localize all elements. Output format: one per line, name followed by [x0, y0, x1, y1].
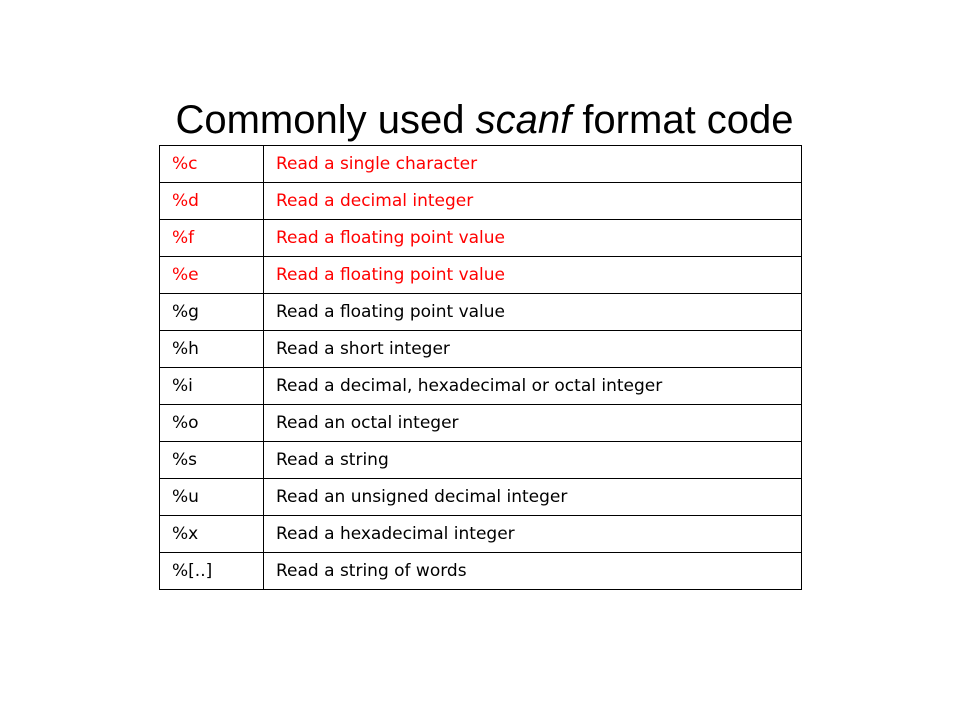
description-cell: Read a hexadecimal integer: [264, 516, 802, 553]
description-cell: Read a decimal, hexadecimal or octal integer: [264, 368, 802, 405]
table-row: [160, 220, 802, 257]
description-cell: Read a short integer: [264, 331, 802, 368]
format-code-cell: %[..]: [160, 553, 264, 590]
format-code-cell: %u: [160, 479, 264, 516]
description-cell: Read a string: [264, 442, 802, 479]
format-code-table: [159, 145, 802, 590]
table-row: [160, 183, 802, 220]
table-row: [160, 405, 802, 442]
description-cell: Read a decimal integer: [264, 183, 802, 220]
slide-title: [0, 92, 960, 148]
format-code-cell: %i: [160, 368, 264, 405]
table-row: [160, 516, 802, 553]
format-code-cell: %d: [160, 183, 264, 220]
format-code-cell: %h: [160, 331, 264, 368]
title-emphasis: scanf: [475, 98, 572, 142]
description-cell: Read a floating point value: [264, 257, 802, 294]
table-row: [160, 257, 802, 294]
description-cell: Read a floating point value: [264, 294, 802, 331]
title-text-before: Commonly used: [175, 98, 476, 142]
format-code-cell: %e: [160, 257, 264, 294]
table-row: [160, 294, 802, 331]
table-row: [160, 553, 802, 590]
format-code-cell: %f: [160, 220, 264, 257]
table-row: [160, 442, 802, 479]
description-cell: Read a single character: [264, 146, 802, 183]
format-code-cell: %o: [160, 405, 264, 442]
table-row: [160, 479, 802, 516]
table-row: [160, 331, 802, 368]
title-text-after: format code: [571, 98, 794, 142]
format-code-cell: %x: [160, 516, 264, 553]
table-row: [160, 368, 802, 405]
format-code-cell: %g: [160, 294, 264, 331]
table-row: [160, 146, 802, 183]
format-code-cell: %s: [160, 442, 264, 479]
description-cell: Read a floating point value: [264, 220, 802, 257]
description-cell: Read an octal integer: [264, 405, 802, 442]
format-code-cell: %c: [160, 146, 264, 183]
description-cell: Read a string of words: [264, 553, 802, 590]
description-cell: Read an unsigned decimal integer: [264, 479, 802, 516]
